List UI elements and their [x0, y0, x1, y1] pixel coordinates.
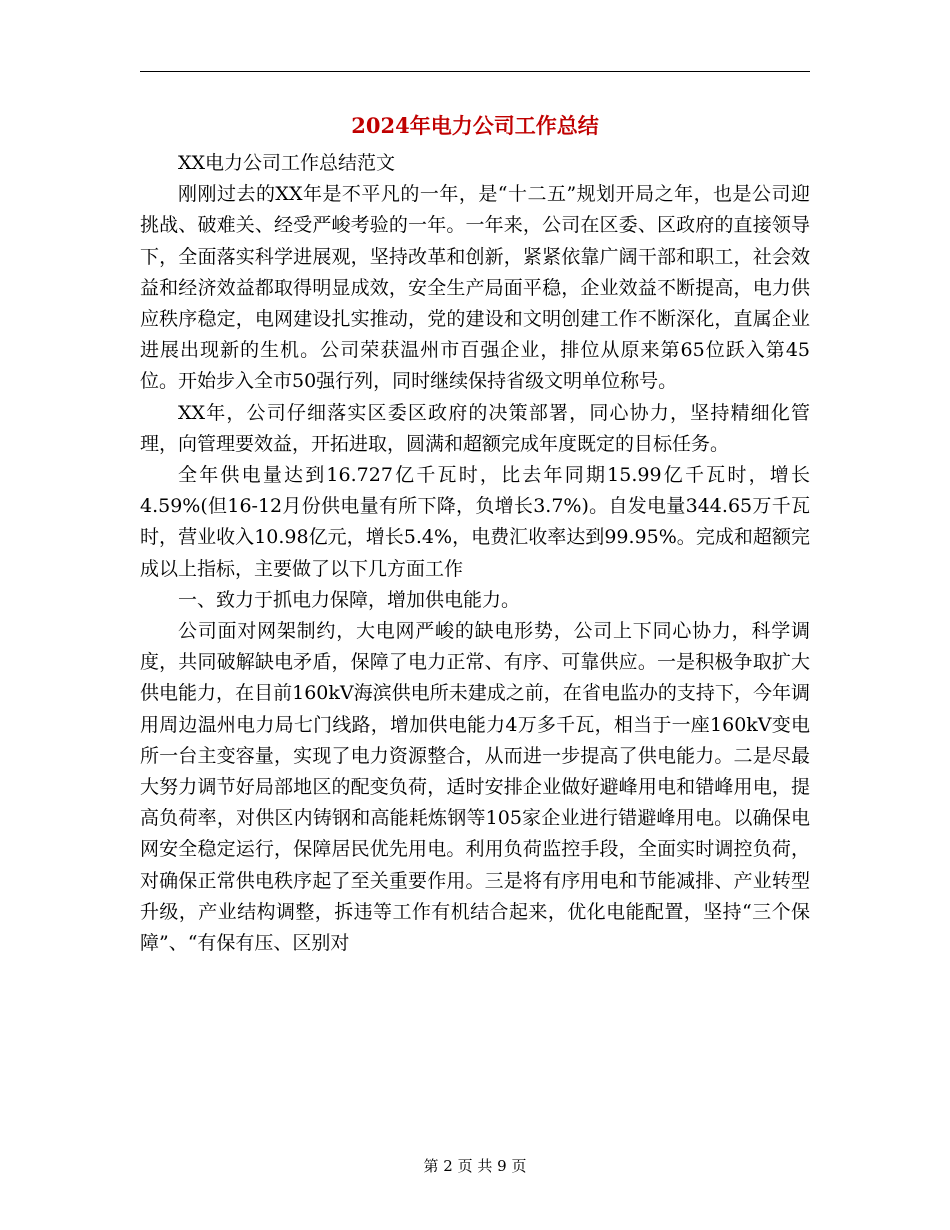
paragraph-section-1: 公司面对网架制约，大电网严峻的缺电形势，公司上下同心协力，科学调度，共同破解缺电矛盾，保障了电力正常、有序、可靠供应。一是积极争取扩大供电能力，在目前160kV海滨供电所未建成之前，在省电监办的支持下，今年调用周边温州电力局七门线路，增加供电能力4万多千瓦，相当于一座160kV变电所一台主变容量，实现了电力资源整合，从而进一步提高了供电能力。二是尽最大努力调节好局部地区的配变负荷，适时安排企业做好避峰用电和错峰用电，提高负荷率，对供区内铸钢和高能耗炼钢等105家企业进行错避峰用电。以确保电网安全稳定运行，保障居民优先用电。利用负荷监控手段，全面实时调控负荷，对确保正常供电秩序起了至关重要作用。三是将有序用电和节能减排、产业转型升级，产业结构调整，拆违等工作有机结合起来，优化电能配置，坚持“三个保障”、“有保有压、区别对 — [140, 620, 810, 955]
page-title: 2024年电力公司工作总结 — [351, 113, 599, 138]
paragraph-summary: XX年，公司仔细落实区委区政府的决策部署，同心协力，坚持精细化管理，向管理要效益，开拓进取，圆满和超额完成年度既定的目标任务。 — [140, 401, 810, 455]
paragraph-statistics: 全年供电量达到16.727亿千瓦时，比去年同期15.99亿千瓦时，增长4.59%(但16-12月份供电量有所下降，负增长3.7%)。自发电量344.65万千瓦时，营业收入10.98亿元，增长5.4%，电费汇收率达到99.95%。完成和超额完成以上指标，主要做了以下几方面工作 — [140, 464, 810, 580]
page-number-footer: 第 2 页 共 9 页 — [423, 1157, 527, 1175]
paragraph-intro: 刚刚过去的XX年是不平凡的一年，是“十二五”规划开局之年，也是公司迎挑战、破难关、经受严峻考验的一年。一年来，公司在区委、区政府的直接领导下，全面落实科学进展观，坚持改革和创新，紧紧依靠广阔干部和职工，社会效益和经济效益都取得明显成效，安全生产局面平稳，企业效益不断提高，电力供应秩序稳定，电网建设扎实推动，党的建设和文明创建工作不断深化，直属企业进展出现新的生机。公司荣获温州市百强企业，排位从原来第65位跃入第45位。开始步入全市50强行列，同时继续保持省级文明单位称号。 — [140, 183, 810, 393]
document-subtitle: XX电力公司工作总结范文 — [178, 152, 396, 174]
section-heading-1: 一、致力于抓电力保障，增加供电能力。 — [178, 588, 521, 611]
document-body — [140, 148, 810, 959]
header-rule — [140, 71, 810, 72]
